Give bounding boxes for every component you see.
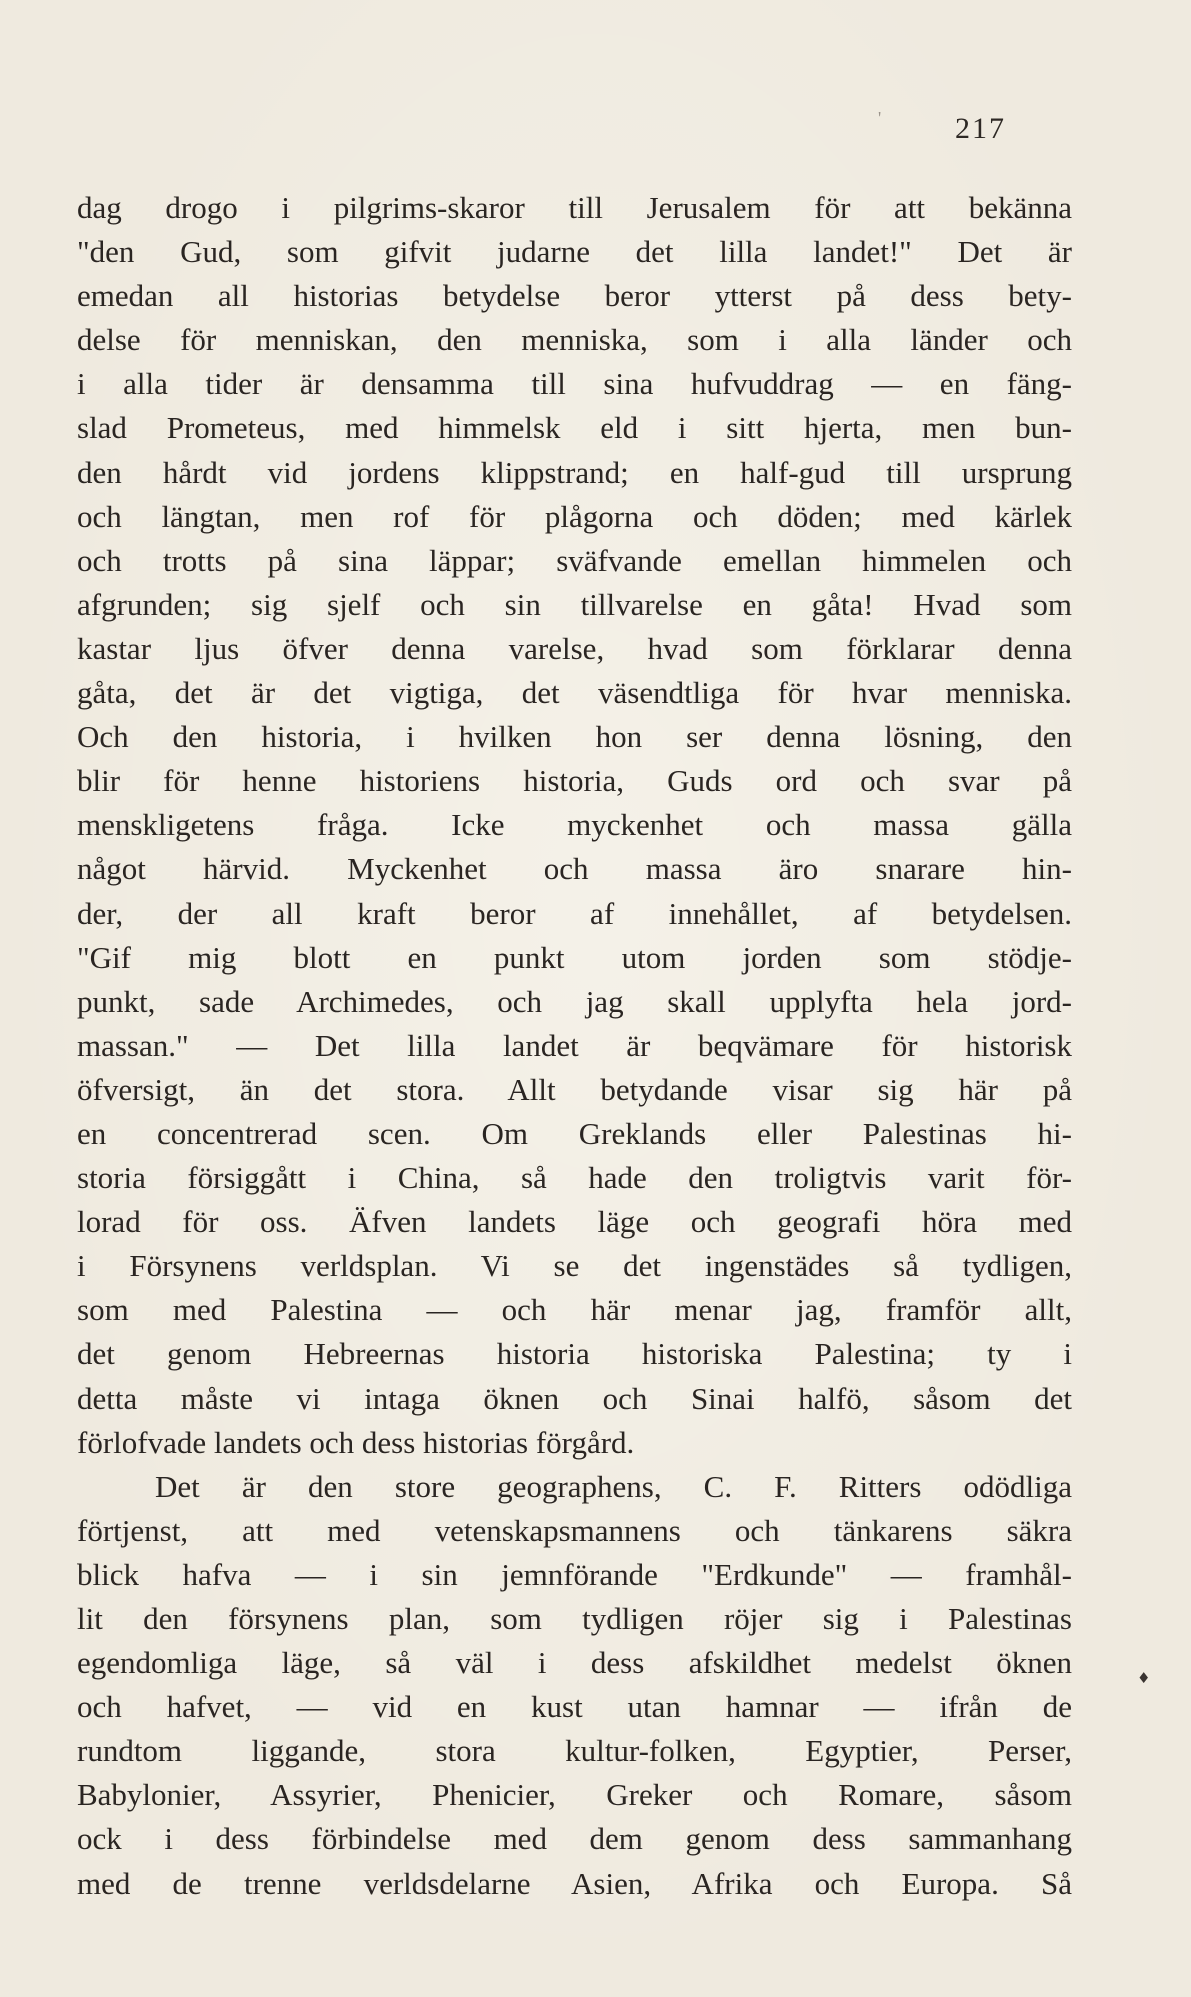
text-line: något härvid. Myckenhet och massa äro snarare hin-	[77, 851, 1072, 887]
text-line: Babylonier, Assyrier, Phenicier, Greker och Romare, såsom	[77, 1777, 1072, 1813]
text-line: och längtan, men rof för plågorna och döden; med kärlek	[77, 498, 1072, 534]
text-line: der, der all kraft beror af innehållet, af betydelsen.	[77, 895, 1072, 931]
text-line: en concentrerad scen. Om Greklands eller Palestinas hi-	[77, 1115, 1072, 1151]
text-line: egendomliga läge, så väl i dess afskildhet medelst öknen	[77, 1645, 1072, 1681]
ink-speck: '	[878, 108, 882, 128]
text-line: gåta, det är det vigtiga, det väsendtliga för hvar menniska.	[77, 675, 1072, 711]
text-line: förlofvade landets och dess historias förgård.	[77, 1424, 635, 1460]
text-line: och trotts på sina läppar; sväfvande emellan himmelen och	[77, 542, 1072, 578]
text-line: i alla tider är densamma till sina hufvuddrag — en fäng-	[77, 366, 1072, 402]
text-line: kastar ljus öfver denna varelse, hvad som förklarar denna	[77, 630, 1072, 666]
text-line: punkt, sade Archimedes, och jag skall upplyfta hela jord-	[77, 983, 1072, 1019]
text-line: lorad för oss. Äfven landets läge och geografi höra med	[77, 1204, 1072, 1240]
text-line: blick hafva — i sin jemnförande "Erdkunde" — framhål-	[77, 1556, 1072, 1592]
text-line: Det är den store geographens, C. F. Ritters odödliga	[155, 1468, 1072, 1504]
text-line: rundtom liggande, stora kultur-folken, Egyptier, Perser,	[77, 1733, 1072, 1769]
text-line: som med Palestina — och här menar jag, framför allt,	[77, 1292, 1072, 1328]
text-line: detta måste vi intaga öknen och Sinai halfö, såsom det	[77, 1380, 1072, 1416]
text-line: blir för henne historiens historia, Guds ord och svar på	[77, 763, 1072, 799]
body-text	[77, 186, 1072, 1906]
text-line: förtjenst, att med vetenskapsmannens och tänkarens säkra	[77, 1512, 1072, 1548]
text-line: och hafvet, — vid en kust utan hamnar — ifrån de	[77, 1689, 1072, 1725]
text-line: afgrunden; sig sjelf och sin tillvarelse en gåta! Hvad som	[77, 586, 1072, 622]
text-line: det genom Hebreernas historia historiska Palestina; ty i	[77, 1336, 1072, 1372]
text-line: den hårdt vid jordens klippstrand; en half-gud till ursprung	[77, 454, 1072, 490]
text-line: "Gif mig blott en punkt utom jorden som stödje-	[77, 939, 1072, 975]
text-line: emedan all historias betydelse beror ytterst på dess bety-	[77, 278, 1072, 314]
text-line: lit den försynens plan, som tydligen röjer sig i Palestinas	[77, 1601, 1072, 1636]
text-line: i Försynens verldsplan. Vi se det ingenstädes så tydligen,	[77, 1248, 1072, 1284]
text-line: slad Prometeus, med himmelsk eld i sitt hjerta, men bun-	[77, 410, 1072, 446]
text-line: dag drogo i pilgrims-skaror till Jerusalem för att bekänna	[77, 190, 1072, 225]
text-line: storia försiggått i China, så hade den troligtvis varit för-	[77, 1160, 1072, 1196]
text-line: Och den historia, i hvilken hon ser denna lösning, den	[77, 719, 1072, 755]
margin-dot-mark: ♦	[1137, 1669, 1151, 1687]
text-line: ock i dess förbindelse med dem genom dess sammanhang	[77, 1821, 1072, 1857]
text-line: "den Gud, som gifvit judarne det lilla landet!" Det är	[77, 234, 1072, 270]
page-number: 217	[955, 112, 1006, 145]
text-line: öfversigt, än det stora. Allt betydande visar sig här på	[77, 1071, 1072, 1107]
text-line: menskligetens fråga. Icke myckenhet och massa gälla	[77, 807, 1072, 843]
text-line: delse för menniskan, den menniska, som i alla länder och	[77, 322, 1072, 358]
text-line: massan." — Det lilla landet är beqvämare för historisk	[77, 1027, 1072, 1063]
text-line: med de trenne verldsdelarne Asien, Afrika och Europa. Så	[77, 1865, 1072, 1901]
